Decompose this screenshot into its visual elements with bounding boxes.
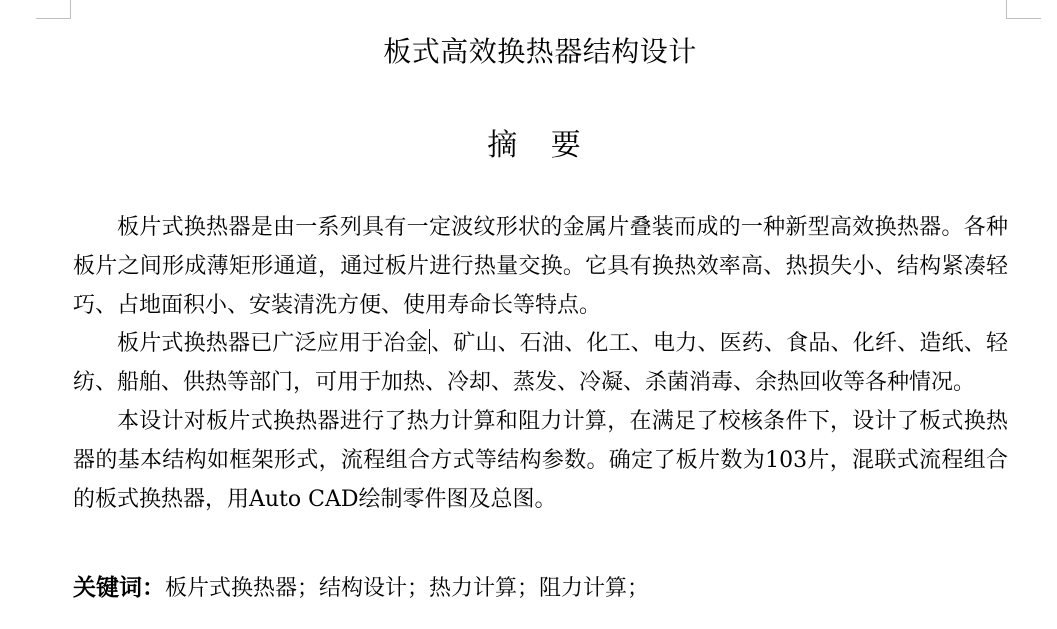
abstract-body[interactable] bbox=[73, 209, 1008, 519]
text-cursor bbox=[429, 329, 430, 354]
abstract-paragraph-3[interactable]: 本设计对板片式换热器进行了热力计算和阻力计算，在满足了校核条件下，设计了板式换热器的基本结构如框架形式，流程组合方式等结构参数。确定了板片数为103片，混联式流程组合的板式换热器，用Auto CAD绘制零件图及总图。 bbox=[73, 408, 1008, 512]
abstract-heading: 摘 要 bbox=[487, 128, 593, 163]
page-corner-mark-top-right bbox=[1006, 0, 1041, 19]
document-title: 板式高效换热器结构设计 bbox=[383, 35, 697, 68]
keywords-line[interactable] bbox=[73, 569, 1008, 608]
keywords-text: 板片式换热器；结构设计；热力计算；阻力计算； bbox=[165, 576, 650, 601]
abstract-paragraph-2[interactable] bbox=[73, 325, 1008, 403]
page-corner-mark-top-left bbox=[36, 0, 71, 19]
paragraph-2-text-end: 、矿山、石油、化工、电力、医药、食品、化纤、造纸、轻纺、船舶、供热等部门，可用于加热、冷却、蒸发、冷凝、杀菌消毒、余热回收等各种情况。 bbox=[73, 331, 1008, 396]
keywords-label: 关键词： bbox=[73, 575, 165, 601]
paragraph-2-text-start: 板片式换热器已广泛应用于冶金 bbox=[117, 331, 428, 357]
abstract-paragraph-1[interactable]: 板片式换热器是由一系列具有一定波纹形状的金属片叠装而成的一种新型高效换热器。各种板片之间形成薄矩形通道，通过板片进行热量交换。它具有换热效率高、热损失小、结构紧凑轻巧、占地面积小、安装清洗方便、使用寿命长等特点。 bbox=[73, 215, 1008, 318]
